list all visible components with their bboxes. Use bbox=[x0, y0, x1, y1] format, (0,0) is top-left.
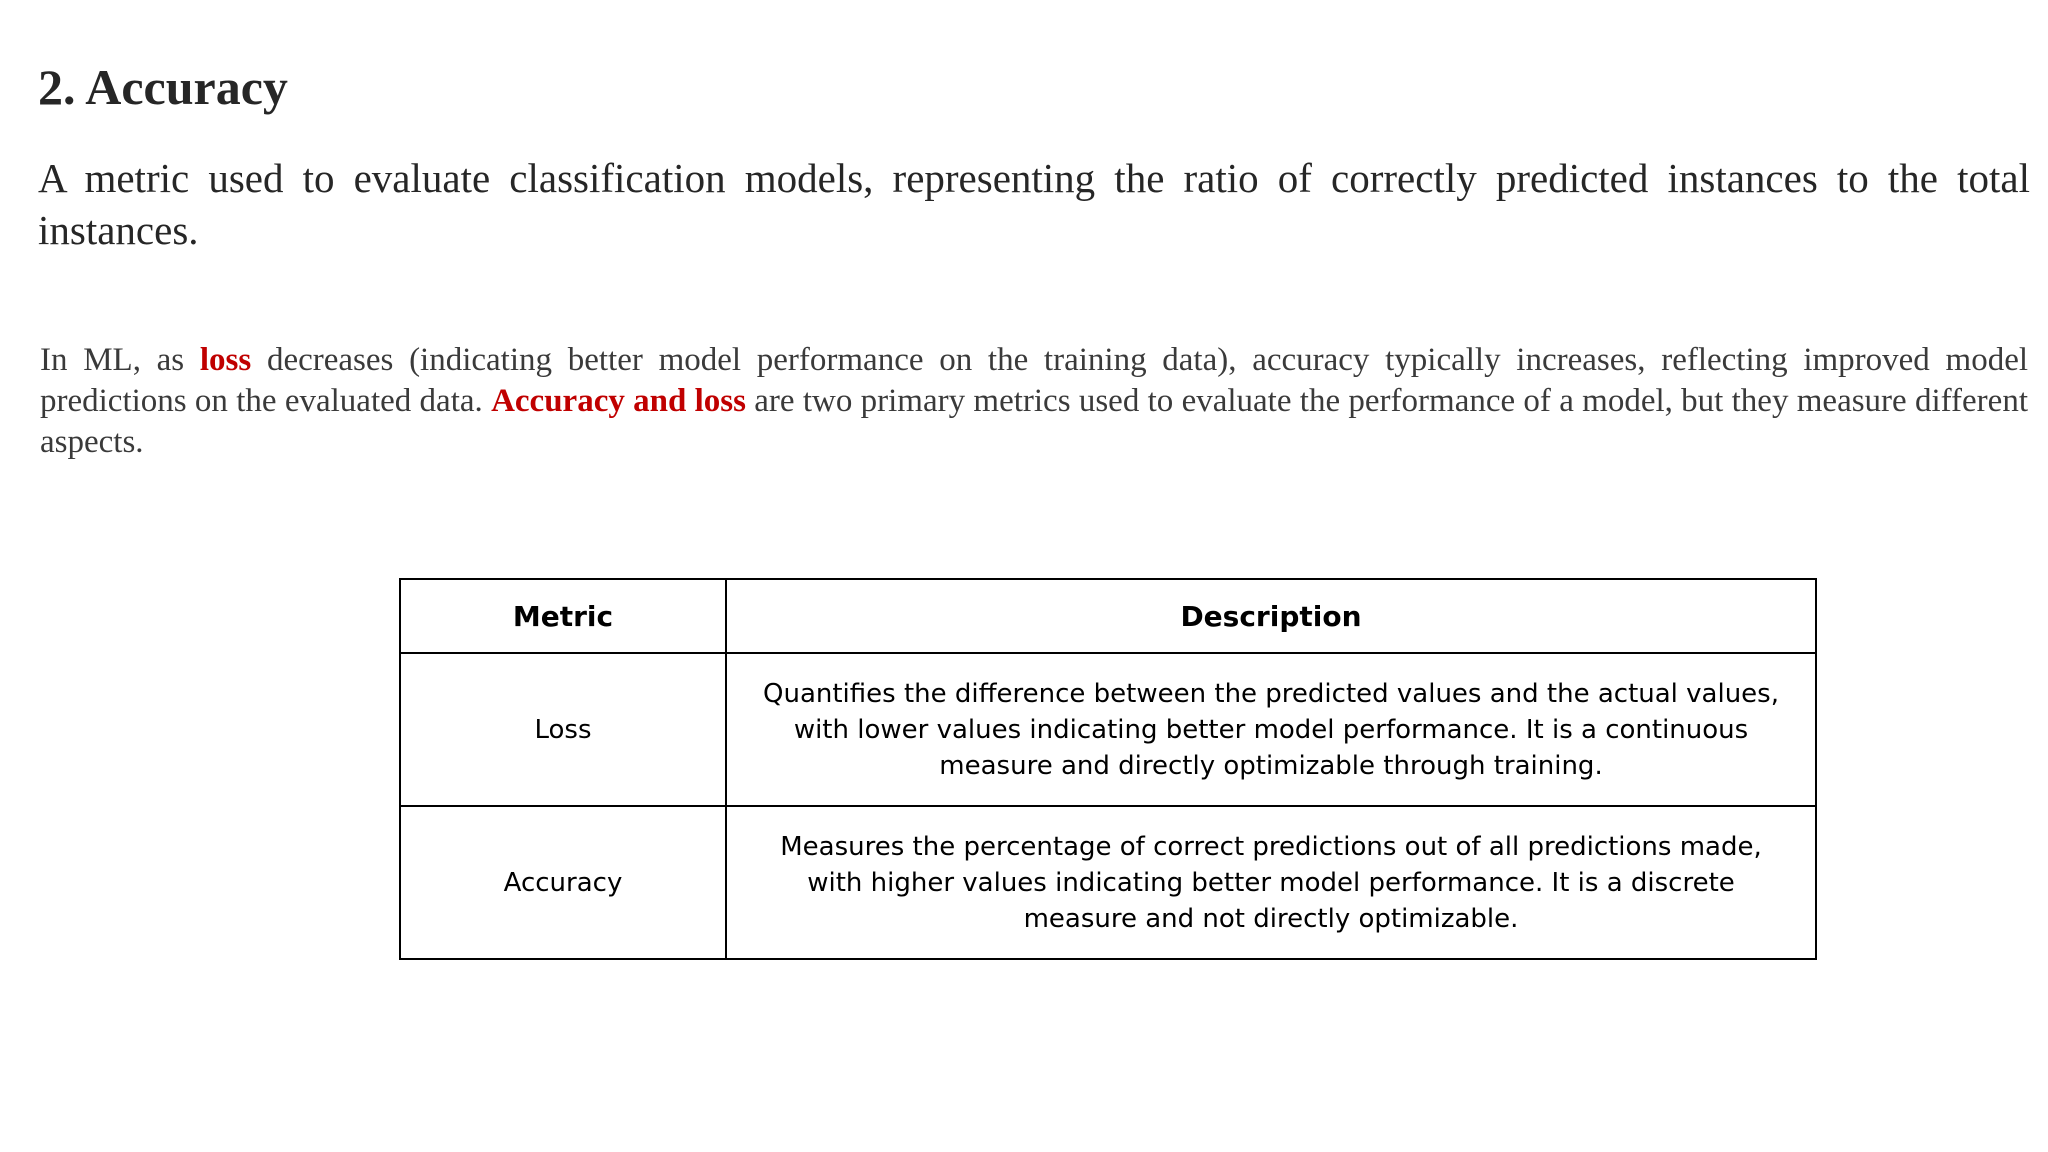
cell-description: Measures the percentage of correct predictions out of all predictions made, with higher values indicating better model performance. It is a discrete measure and not directly optimizable. bbox=[726, 806, 1816, 959]
highlight-accuracy-and-loss: Accuracy and loss bbox=[491, 383, 746, 419]
definition-paragraph: A metric used to evaluate classification models, representing the ratio of correctly predicted instances to the total instances. bbox=[38, 155, 2030, 253]
cell-metric: Accuracy bbox=[400, 806, 726, 959]
section-heading: 2. Accuracy bbox=[38, 59, 288, 115]
explanation-text-1: In ML, as bbox=[40, 342, 200, 378]
table-header-row bbox=[400, 579, 1816, 653]
cell-description: Quantifies the difference between the predicted values and the actual values, with lower values indicating better model performance. It is a continuous measure and directly optimizable through training. bbox=[726, 653, 1816, 806]
explanation-text-2: decreases (indicating better model performance on the training data), accuracy typically increases, reflecting improved model predictions on the evaluated data. bbox=[40, 342, 2029, 419]
metrics-table bbox=[399, 578, 1817, 960]
cell-metric: Loss bbox=[400, 653, 726, 806]
explanation-text-3: are two primary metrics used to evaluate the performance of a model, but they measure different aspects. bbox=[40, 383, 2028, 460]
header-metric: Metric bbox=[400, 579, 726, 653]
explanation-paragraph bbox=[40, 340, 2028, 463]
header-description: Description bbox=[726, 579, 1816, 653]
highlight-loss: loss bbox=[199, 342, 252, 378]
table-row bbox=[400, 806, 1816, 959]
table-row bbox=[400, 653, 1816, 806]
